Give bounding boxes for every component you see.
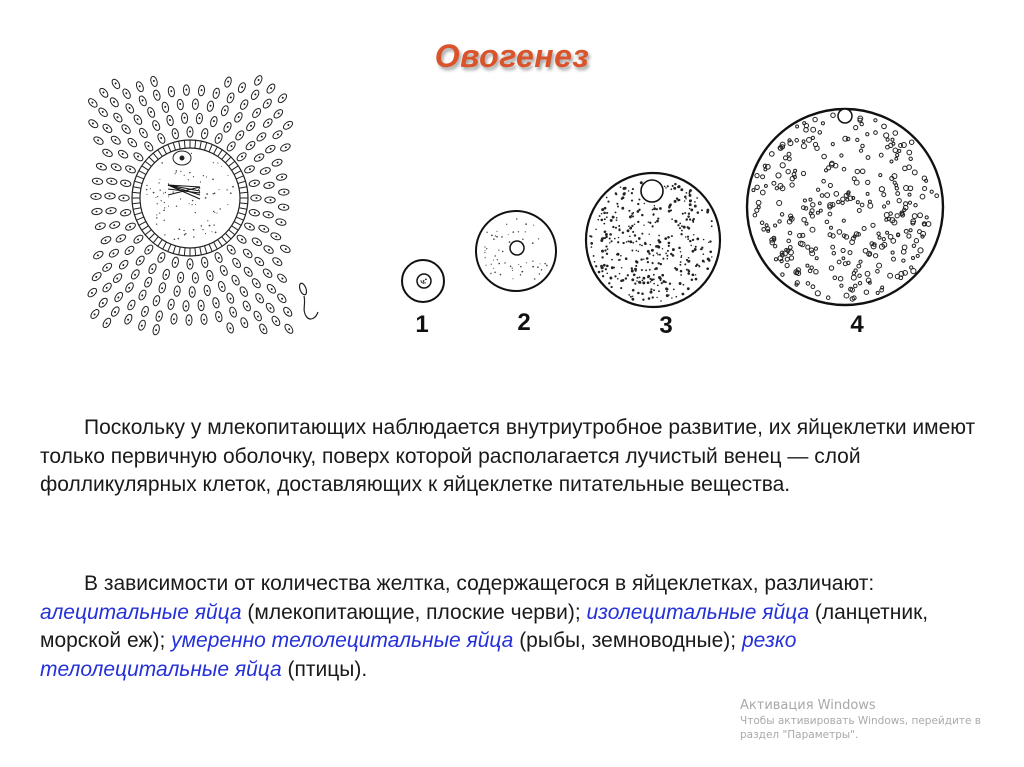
follicle-cell — [220, 105, 229, 117]
follicle-cell — [258, 323, 268, 335]
follicle-cell — [283, 323, 294, 335]
note-strongly-telolecithal: (птицы). — [281, 657, 368, 681]
follicle-cell — [251, 107, 262, 119]
oogenesis-illustration — [0, 0, 1024, 360]
follicle-cell — [166, 115, 174, 127]
follicle-cell — [275, 218, 287, 226]
follicle-cell — [120, 179, 131, 187]
follicle-cell — [249, 179, 260, 187]
follicle-cell — [262, 211, 273, 219]
follicle-cell — [115, 233, 127, 243]
follicle-cell — [101, 148, 113, 158]
follicle-cell — [228, 306, 237, 318]
follicle-cell — [255, 131, 267, 142]
follicle-cell — [158, 282, 167, 294]
oocyte-with-corona — [132, 140, 248, 256]
follicle-cell — [101, 262, 113, 273]
follicle-cell — [282, 120, 294, 131]
follicle-cell — [233, 111, 243, 123]
follicle-cell — [242, 248, 254, 260]
follicle-cell — [206, 100, 214, 111]
follicle-cell — [109, 220, 121, 229]
follicle-cell — [132, 151, 144, 162]
note-moderately-telolecithal: (рыбы, земноводные); — [513, 629, 742, 652]
follicle-cell — [105, 193, 116, 199]
follicle-cell — [265, 197, 276, 203]
follicle-cell — [156, 133, 166, 145]
follicle-cell — [110, 162, 122, 172]
follicle-cell — [196, 113, 203, 124]
follicle-cell — [253, 74, 263, 86]
follicle-cell — [124, 281, 135, 293]
follicle-cell — [95, 162, 107, 171]
follicle-cell — [214, 252, 224, 264]
follicle-cell — [259, 166, 271, 175]
follicle-cell — [89, 308, 100, 320]
egg-stage-4 — [747, 109, 943, 305]
follicle-cell — [87, 118, 99, 129]
follicle-cell — [110, 306, 121, 318]
follicle-cell — [92, 177, 103, 185]
follicle-cell — [234, 129, 245, 141]
follicle-cell — [262, 117, 274, 129]
follicle-cell — [125, 164, 137, 174]
follicle-cell — [270, 231, 282, 241]
egg-stage-2 — [476, 211, 556, 291]
follicle-cell — [167, 299, 175, 310]
follicle-cell — [266, 283, 277, 295]
follicle-cell — [105, 207, 116, 215]
follicle-cell — [224, 76, 233, 88]
follicle-cell — [212, 88, 220, 100]
follicle-cell — [112, 272, 123, 284]
follicle-cell — [137, 319, 146, 331]
follicle-cell — [121, 88, 132, 100]
follicle-cell — [276, 292, 287, 304]
follicle-cell — [92, 250, 104, 261]
follicle-cell — [187, 259, 193, 269]
watermark-title: Активация Windows — [740, 698, 876, 713]
follicle-cell — [130, 268, 141, 280]
follicle-cell — [276, 273, 288, 284]
follicle-cell — [125, 222, 137, 232]
follicle-cell — [101, 282, 112, 294]
follicle-cell — [108, 248, 120, 259]
follicle-cell — [109, 96, 120, 108]
follicle-cell — [253, 256, 265, 267]
note-isolecithal: (ланцетник, морской еж); — [40, 600, 929, 652]
follicle-cell — [239, 286, 249, 298]
follicle-cell — [212, 297, 220, 309]
follicle-cell — [245, 140, 257, 151]
follicle-cell — [263, 244, 275, 255]
follicle-cell — [254, 292, 265, 304]
stage-label-4: 4 — [850, 311, 864, 338]
follicle-cell — [100, 235, 112, 245]
follicle-cell — [245, 120, 256, 132]
follicle-cell — [206, 270, 214, 282]
follicle-cell — [106, 177, 117, 185]
follicle-cell — [93, 135, 105, 146]
follicle-cell — [279, 142, 291, 152]
follicle-cell — [258, 224, 270, 234]
follicle-cell — [143, 244, 154, 256]
watermark-subtitle: Чтобы активировать Windows, перейдите в раздел "Параметры". — [740, 715, 981, 741]
follicle-cell — [132, 234, 144, 245]
follicle-cell — [177, 99, 184, 110]
follicle-cell — [237, 82, 247, 94]
follicle-cell — [120, 209, 131, 217]
follicle-cell — [250, 89, 261, 101]
term-alecithal: алецитальные яйца — [40, 600, 242, 624]
follicle-cell — [98, 297, 109, 309]
follicle-cell — [126, 137, 138, 149]
follicle-cell — [272, 108, 284, 120]
follicle-cell — [217, 281, 226, 293]
follicle-cell — [135, 81, 145, 93]
slide-title: Овогенез — [434, 38, 590, 74]
follicle-cell — [239, 317, 249, 329]
follicle-cell — [226, 292, 235, 304]
follicle-cell — [118, 259, 130, 271]
follicle-cell — [161, 101, 170, 113]
follicle-cell — [253, 152, 265, 162]
egg-stage-3 — [586, 173, 720, 307]
follicle-cell — [171, 257, 179, 268]
follicle-cell — [187, 127, 193, 137]
follicle-cell — [276, 173, 287, 181]
follicle-cell — [236, 234, 248, 245]
follicle-cell — [91, 208, 102, 215]
follicle-cell — [147, 263, 157, 275]
follicle-cell — [214, 133, 224, 145]
follicle-cell — [219, 265, 229, 277]
follicle-cell — [152, 89, 161, 101]
follicle-cell — [282, 306, 293, 318]
stage-label-1: 1 — [415, 311, 429, 338]
follicle-cell — [155, 310, 163, 322]
follicle-cell — [203, 285, 211, 296]
follicle-cell — [97, 107, 109, 119]
follicle-cell — [186, 315, 192, 325]
follicle-cell — [215, 311, 223, 323]
follicle-cell — [162, 269, 171, 281]
follicle-cell — [226, 92, 235, 104]
follicle-cell — [91, 271, 103, 282]
follicle-cell — [151, 120, 161, 132]
follicle-cell — [265, 83, 276, 95]
stage-label-3: 3 — [659, 312, 673, 339]
sperm-icon — [298, 282, 318, 319]
follicle-cell — [133, 114, 144, 126]
follicle-cell — [143, 276, 153, 288]
follicle-cell — [113, 291, 124, 303]
follicle-cell — [226, 244, 237, 256]
follicle-cell — [110, 135, 122, 146]
follicle-cell — [262, 98, 273, 110]
follicle-cell — [135, 255, 146, 267]
follicle-cell — [168, 86, 176, 97]
follicle-cell — [264, 144, 276, 155]
term-isolecithal: изолецитальные яйца — [586, 600, 810, 624]
follicle-cell — [251, 195, 261, 201]
follicle-cell — [120, 123, 131, 135]
paragraph-yolk-types — [40, 570, 980, 684]
follicle-cell — [117, 149, 129, 160]
follicle-cell — [271, 256, 283, 267]
follicle-cell — [230, 274, 240, 286]
paragraph-follicle-text: Поскольку у млекопитающих наблюдается внутриутробное развитие, их яйцеклетки имеют только первичную оболочку, поверх которой располагается лучистый венец — слой фолликулярных клеток, доставляющих к яйцеклетке питательные вещества. — [40, 416, 976, 496]
follicle-cell — [201, 128, 209, 139]
follicle-cell — [265, 302, 276, 314]
follicle-cell — [87, 97, 99, 109]
follicle-cell — [244, 164, 256, 174]
follicle-cell — [150, 76, 159, 88]
follicle-cell — [236, 151, 248, 162]
follicle-cell — [94, 222, 106, 231]
follicle-cell — [200, 314, 207, 325]
follicle-cell — [253, 310, 263, 322]
follicle-cell — [243, 266, 254, 278]
follicle-cell — [278, 204, 289, 211]
follicle-cell — [198, 85, 205, 96]
follicle-cell — [101, 123, 113, 134]
follicle-cell — [270, 315, 281, 327]
follicle-cell — [192, 99, 199, 110]
follicle-cell — [239, 99, 249, 111]
note-alecithal: (млекопитающие, плоские черви); — [241, 600, 587, 624]
follicle-cell — [222, 121, 232, 133]
follicle-cell — [124, 245, 136, 256]
follicle-cell — [170, 313, 177, 324]
follicle-cell — [231, 257, 242, 269]
follicle-cell — [140, 305, 149, 317]
follicle-cell — [251, 277, 262, 289]
follicle-cell — [278, 189, 289, 196]
follicle-cell — [262, 267, 274, 279]
follicle-cell — [251, 236, 263, 247]
follicle-cell — [138, 289, 148, 301]
windows-activation-watermark — [740, 697, 1024, 767]
zona-inner-ring — [140, 148, 240, 248]
follicle-cell — [277, 92, 288, 104]
follicle-cell — [98, 87, 109, 99]
follicle-cell — [126, 299, 136, 311]
follicle-cell — [181, 113, 188, 124]
follicle-cell — [279, 244, 291, 254]
follicle-cell — [156, 252, 166, 264]
egg-stage-1 — [402, 260, 444, 302]
follicle-cell — [183, 301, 189, 312]
paragraph-follicle — [40, 414, 980, 500]
follicle-cell — [102, 317, 113, 329]
yolk-lead-text: В зависимости от количества желтка, содержащегося в яйцеклетках, различают: — [84, 572, 875, 595]
follicle-cell — [183, 85, 189, 96]
follicle-cell — [272, 129, 284, 140]
follicle-cell — [192, 272, 199, 283]
stage-label-2: 2 — [517, 309, 531, 336]
follicle-cell — [152, 324, 160, 336]
follicle-cell — [138, 95, 148, 107]
follicle-cell — [123, 313, 133, 325]
follicle-cell — [112, 112, 123, 124]
follicle-cell — [119, 195, 129, 201]
follicle-cell — [124, 102, 135, 114]
follicle-cell — [242, 300, 252, 312]
follicle-cell — [226, 322, 235, 334]
term-strongly-telolecithal: резко телолецитальные яйца — [40, 629, 797, 681]
follicle-cell — [209, 116, 218, 128]
follicle-cell — [143, 140, 154, 152]
follicle-cell — [177, 272, 184, 283]
follicle-cell — [171, 128, 179, 139]
follicle-cell — [138, 127, 149, 139]
follicle-cell — [146, 106, 156, 118]
follicle-cell — [226, 140, 237, 152]
follicle-cell — [152, 295, 161, 307]
follicle-cell — [91, 193, 102, 199]
follicle-cell — [111, 78, 122, 90]
follicle-cell — [249, 209, 260, 217]
follicle-cell — [244, 222, 256, 232]
follicle-cell — [198, 300, 205, 311]
follicle-cell — [271, 158, 283, 167]
follicle-cell — [173, 286, 180, 297]
follicle-cell — [189, 287, 195, 298]
follicle-cell — [201, 257, 209, 268]
term-moderately-telolecithal: умеренно телолецитальные яйца — [171, 629, 514, 652]
follicle-cell — [263, 182, 274, 190]
follicle-cell — [86, 287, 98, 299]
